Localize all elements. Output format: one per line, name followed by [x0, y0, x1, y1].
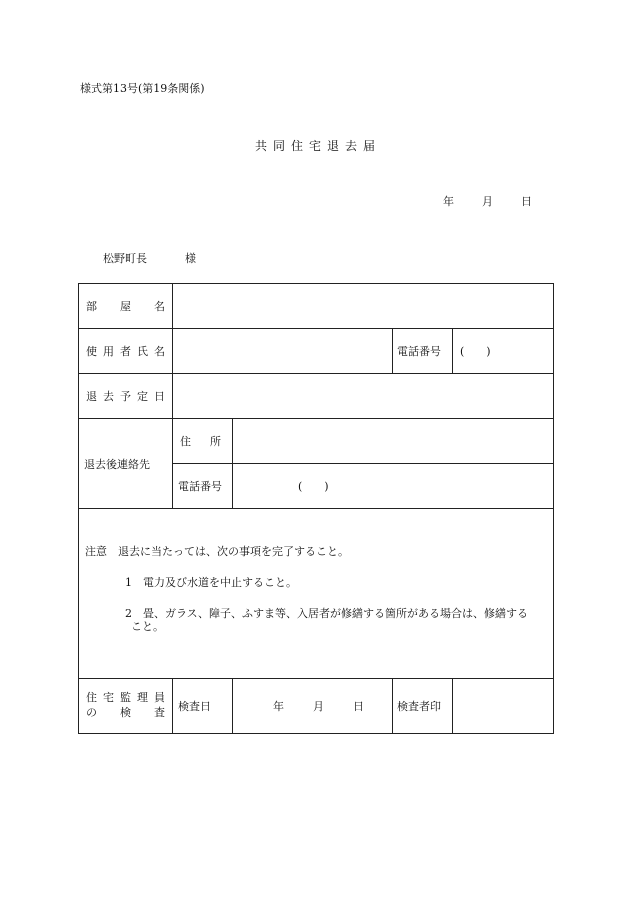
phone-field[interactable]: ( ) — [453, 329, 554, 374]
room-name-field[interactable] — [173, 284, 554, 329]
room-name-label: 部 屋 名 — [86, 300, 165, 313]
notice-item-2: 2 畳、ガラス、障子、ふすま等、入居者が修繕する箇所がある場合は、修繕する — [125, 607, 528, 620]
notice-item-1: 1 電力及び水道を中止すること。 — [125, 576, 297, 589]
label-contact-after: 退去後連絡先 — [79, 419, 173, 509]
user-name-field[interactable] — [173, 329, 393, 374]
label-inspection-date: 検査日 — [173, 679, 233, 734]
inspection-label-line2: の 検 査 — [86, 706, 165, 719]
label-inspection — [79, 679, 173, 734]
form-number: 様式第13号(第19条関係) — [80, 82, 205, 95]
inspection-month: 月 — [313, 700, 324, 713]
label-user-name — [79, 329, 173, 374]
move-out-form-table — [78, 283, 554, 734]
notice-section — [79, 509, 554, 679]
label-address — [173, 419, 233, 464]
address-field[interactable] — [233, 419, 554, 464]
address-label: 住 所 — [180, 435, 221, 448]
label-inspector-seal: 検査者印 — [393, 679, 453, 734]
label-contact-phone: 電話番号 — [173, 464, 233, 509]
user-name-label: 使 用 者 氏 名 — [86, 345, 165, 358]
addressee-name: 松野町長 — [103, 252, 147, 265]
date-day: 日 — [521, 195, 532, 208]
date-line — [443, 193, 532, 209]
label-room-name — [79, 284, 173, 329]
inspector-seal-field[interactable] — [453, 679, 554, 734]
inspection-year: 年 — [273, 700, 284, 713]
inspection-label-line1: 住 宅 監 理 員 — [86, 691, 165, 705]
label-phone: 電話番号 — [393, 329, 453, 374]
contact-phone-field[interactable]: ( ) — [233, 464, 554, 509]
move-out-date-field[interactable] — [173, 374, 554, 419]
date-month: 月 — [482, 195, 493, 208]
addressee — [103, 250, 196, 266]
page-title: 共同住宅退去届 — [254, 139, 381, 153]
addressee-honorific: 様 — [185, 252, 196, 265]
inspection-day: 日 — [353, 700, 364, 713]
move-out-date-label: 退 去 予 定 日 — [86, 390, 165, 403]
notice-heading: 注意 退去に当たっては、次の事項を完了すること。 — [85, 545, 349, 558]
notice-item-2-continued: こと。 — [131, 620, 164, 633]
inspection-date-field[interactable] — [233, 679, 393, 734]
date-year: 年 — [443, 195, 454, 208]
label-move-out-date — [79, 374, 173, 419]
